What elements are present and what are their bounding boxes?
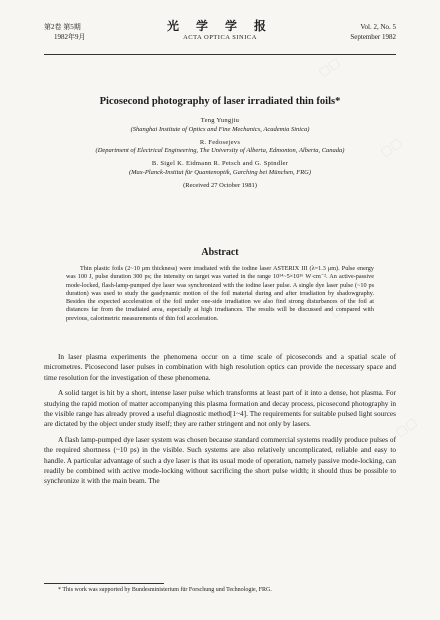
- author-affiliation: (Shanghai Institute of Optics and Fine Mechanics, Academia Sinica): [130, 125, 310, 133]
- abstract-heading: Abstract: [201, 247, 239, 258]
- author-block: [0, 117, 440, 191]
- header-volume: 第2卷 第5期: [44, 23, 81, 31]
- body-text: [44, 352, 396, 492]
- journal-name-en: ACTA OPTICA SINICA: [183, 34, 257, 41]
- author-name: B. Sigel K. Eidmann R. Petsch and G. Spindler: [151, 160, 289, 168]
- abstract-text: Thin plastic foils (2~10 μm thickness) were irradiated with the iodine laser ASTERIX III (λ=1.3 μm). Pulse energy was 100 J, pulse duration 300 ps; the intensity on target was varied in the range 10¹⁴~5×10¹⁶ W·cm⁻². An active-passive mode-locked, flash-lamp-pumped dye laser was synchronized with the iodine laser pulse. A single dye laser pulse (~10 ps duration) was used to study the gasdynamic motion of the foil material during and after irradiation by shadowgraphy. Besides the expected acceleration of the foil under one-side irradiation we also find strong disturbances of the foil at distances far from the irradiated area, especially at high irradiances. The results will be discussed and compared with previous, calorimetric measurements of thin foil acceleration.: [66, 265, 374, 322]
- watermark: ▢▢: [377, 134, 405, 160]
- watermark: ▢▢: [327, 294, 355, 320]
- body-paragraph: In laser plasma experiments the phenomena occur on a time scale of picoseconds and a spatial scale of micrometres. Picosecond laser pulses in combination with high resolution optics can provide the necessary space and time resolution for the investigation of these phenomena.: [44, 352, 396, 382]
- author-affiliation: (Max-Planck-Institut für Quantenoptik, Garching bei München, FRG): [128, 168, 312, 176]
- watermark: ▢▢: [315, 54, 343, 80]
- watermark: ▢▢: [37, 464, 65, 490]
- watermark: ▢▢: [392, 414, 420, 440]
- header-volume-en: Vol. 2, No. 5: [360, 23, 396, 31]
- footnote: * This work was supported by Bundesministerium für Forschung und Technologie, FRG.: [58, 587, 272, 593]
- author-name: R. Fedosejevs: [199, 138, 241, 146]
- header-rule: [44, 54, 396, 55]
- author-affiliation: (Department of Electrical Engineering, The University of Alberta, Edmonton, Alberta, Canada): [95, 147, 345, 155]
- received-date: (Received 27 October 1981): [183, 181, 257, 189]
- header-date-en: September 1982: [350, 33, 396, 41]
- header-date-cn: 1982年9月: [54, 33, 86, 41]
- journal-name-cn: 光 学 学 报: [166, 19, 273, 33]
- body-paragraph: A solid target is hit by a short, intense laser pulse which transforms at least part of it into a dense, hot plasma. For studying the rapid motion of matter accompanying this plasma formation and decay process, picosecond photography in the visible range has already proved a useful diagnostic method[1~4]. The requirements for suitable pulsed light sources are dictated by the object under study itself; they are rather stringent and not only by lasers.: [44, 388, 396, 429]
- header-vol: [350, 22, 396, 42]
- paper-title: Picosecond photography of laser irradiated thin foils*: [99, 96, 341, 107]
- footnote-rule: [44, 583, 164, 584]
- author-name: Teng Yungjiu: [200, 117, 240, 124]
- body-paragraph: A flash lamp-pumped dye laser system was chosen because standard commercial systems readily produce pulses of the required shortness (~10 ps) in the visible. Such systems are also relatively uncomplicated, reliable and easy to handle. A particular advantage of such a dye laser is that its usual mode of operation, namely passive mode-locking, can readily be combined with active mode-locking without sacrificing the short pulse width; it should thus be possible to synchronize it with the main beam. The: [44, 434, 396, 486]
